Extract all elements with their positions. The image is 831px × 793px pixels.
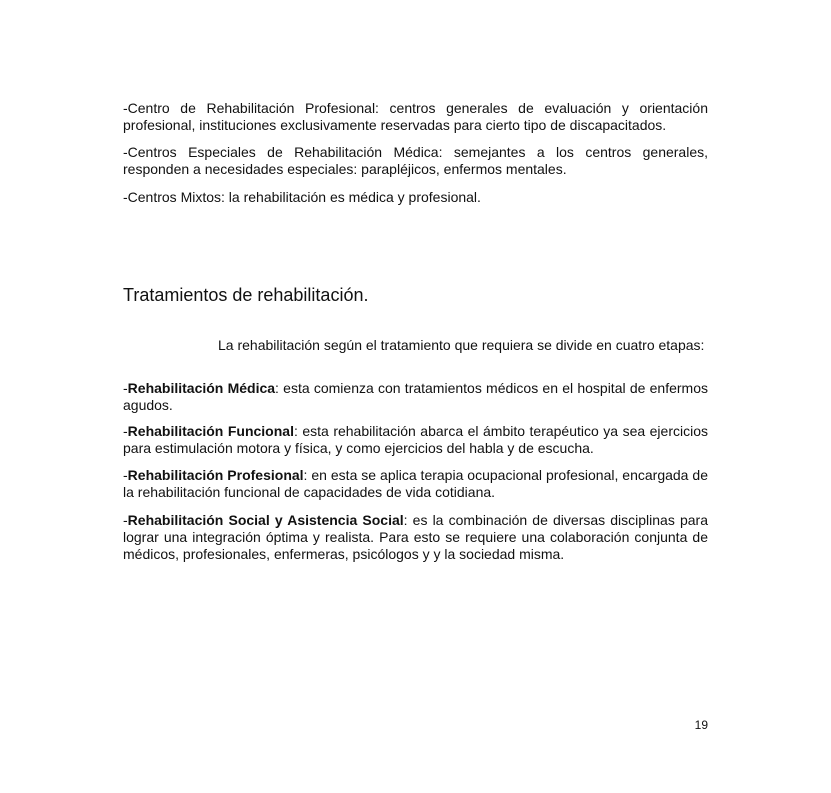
stage-rehabilitacion-profesional: -Rehabilitación Profesional: en esta se aplica terapia ocupacional profesional, encargada de la rehabilitación funcional de capacidades de vida cotidiana. <box>123 467 708 500</box>
paragraph-intro: La rehabilitación según el tratamiento que requiera se divide en cuatro etapas: <box>218 337 705 353</box>
stage-text: : esta comienza con tratamientos médicos en el hospital de enfermos agudos. <box>123 380 708 413</box>
stage-term: Rehabilitación Profesional <box>127 467 304 483</box>
stage-text: : esta rehabilitación abarca el ámbito terapéutico ya sea ejercicios para estimulación motora y física, y como ejercicios del habla y de escucha. <box>123 423 708 456</box>
paragraph-centros-especiales: -Centros Especiales de Rehabilitación Médica: semejantes a los centros generales, responden a necesidades especiales: parapléjicos, enfermos mentales. <box>123 144 708 177</box>
stage-term: Rehabilitación Funcional <box>127 423 294 439</box>
paragraph-centros-mixtos: -Centros Mixtos: la rehabilitación es médica y profesional. <box>123 189 481 205</box>
stage-text: : es la combinación de diversas disciplinas para lograr una integración óptima y realista. Para esto se requiere una colaboración conjunta de médicos, profesionales, enfermeras, psicólogos y y la sociedad misma. <box>123 512 708 562</box>
page-number: 19 <box>694 718 708 732</box>
section-title: Tratamientos de rehabilitación. <box>123 285 369 305</box>
stage-rehabilitacion-social: -Rehabilitación Social y Asistencia Social: es la combinación de diversas disciplinas para lograr una integración óptima y realista. Para esto se requiere una colaboración conjunta de médicos, profesionales, enfermeras, psicólogos y y la sociedad misma. <box>123 512 708 562</box>
stage-text: : en esta se aplica terapia ocupacional profesional, encargada de la rehabilitación funcional de capacidades de vida cotidiana. <box>123 467 708 500</box>
stage-rehabilitacion-medica: -Rehabilitación Médica: esta comienza con tratamientos médicos en el hospital de enfermos agudos. <box>123 380 708 413</box>
stage-term: Rehabilitación Médica <box>127 380 276 396</box>
stage-rehabilitacion-funcional: -Rehabilitación Funcional: esta rehabilitación abarca el ámbito terapéutico ya sea ejercicios para estimulación motora y física, y como ejercicios del habla y de escucha. <box>123 423 708 456</box>
stage-term: Rehabilitación Social y Asistencia Social <box>127 512 404 528</box>
paragraph-centro-rehabilitacion-profesional: -Centro de Rehabilitación Profesional: centros generales de evaluación y orientación profesional, instituciones exclusivamente reservadas para cierto tipo de discapacitados. <box>123 100 708 133</box>
